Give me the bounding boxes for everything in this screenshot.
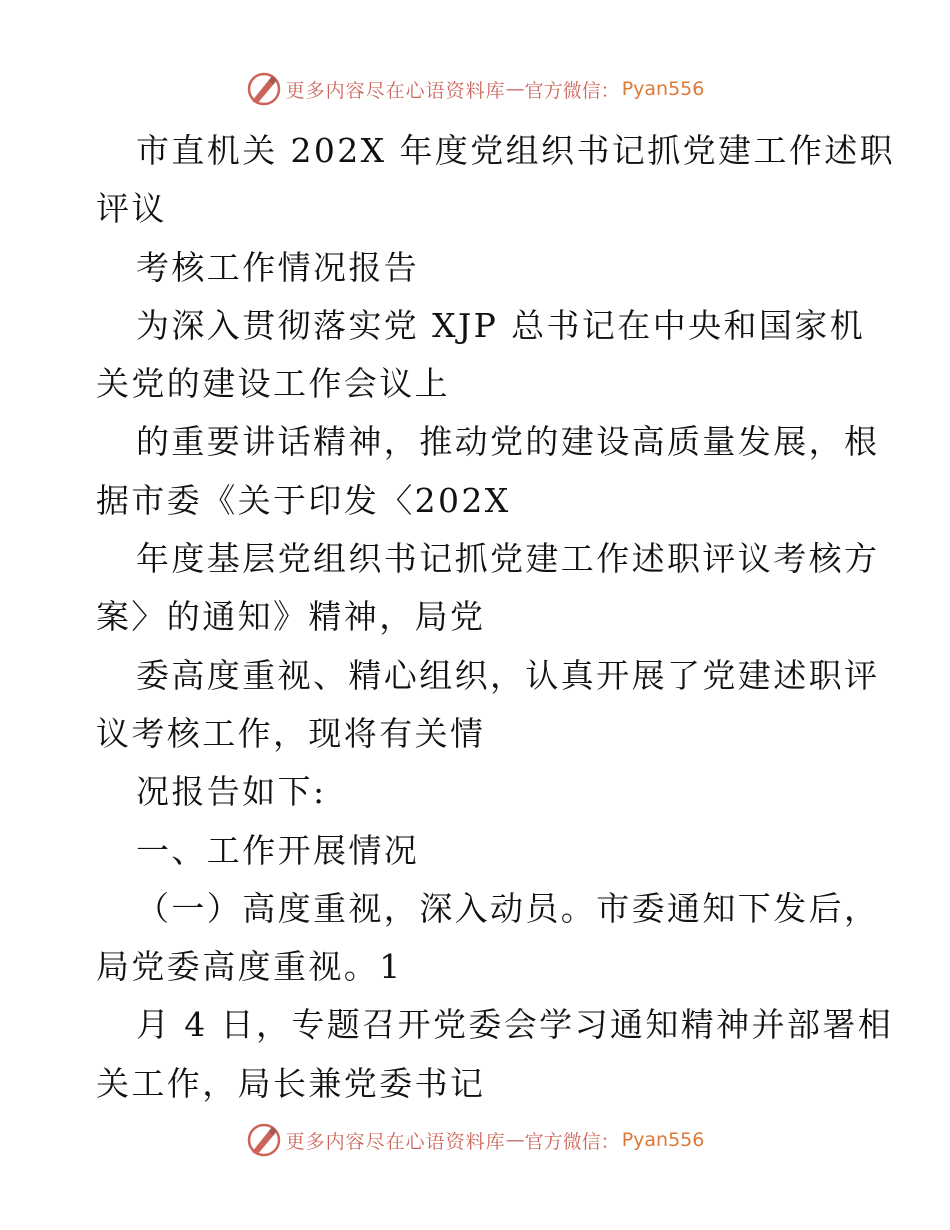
title-line-1: 市直机关 202X 年度党组织书记抓党建工作述职	[136, 131, 896, 170]
paragraph-line: 据市委《关于印发〈202X	[96, 480, 511, 520]
header-watermark	[0, 69, 950, 109]
title-line-2: 评议	[96, 189, 167, 229]
paragraph-line: 的重要讲话精神，推动党的建设高质量发展，根	[136, 422, 880, 462]
watermark-wechat-label: 官方微信：	[524, 1130, 620, 1153]
pen-logo-icon	[246, 1122, 282, 1158]
document-body	[96, 122, 896, 1113]
paragraph-line: 关党的建设工作会议上	[96, 364, 450, 404]
title-line-3: 考核工作情况报告	[136, 247, 420, 287]
paragraph-line: （一）高度重视，深入动员。市委通知下发后，	[136, 888, 880, 928]
paragraph-line: 局党委高度重视。1	[96, 947, 403, 987]
watermark-wechat-label: 官方微信：	[524, 79, 620, 102]
paragraph-line: 关工作，局长兼党委书记	[96, 1063, 486, 1103]
watermark-text: 更多内容尽在心语资料库	[285, 1130, 506, 1153]
watermark-text: 更多内容尽在心语资料库	[285, 79, 506, 102]
paragraph-line: 为深入贯彻落实党 XJP 总书记在中央和国家机	[136, 305, 866, 345]
paragraph-line: 况报告如下:	[136, 772, 327, 812]
watermark-dash: —	[505, 78, 525, 100]
watermark-wechat-id: Pyan556	[621, 78, 705, 100]
footer-watermark	[0, 1120, 950, 1160]
paragraph-line: 委高度重视、精心组织，认真开展了党建述职评	[136, 655, 880, 695]
paragraph-line: 案〉的通知》精神，局党	[96, 597, 486, 637]
paragraph-line: 议考核工作，现将有关情	[96, 713, 486, 753]
section-heading: 一、工作开展情况	[136, 830, 420, 870]
watermark-dash: —	[505, 1129, 525, 1151]
watermark-wechat-id: Pyan556	[621, 1129, 705, 1151]
pen-logo-icon	[246, 71, 282, 107]
paragraph-line: 月 4 日，专题召开党委会学习通知精神并部署相	[136, 1005, 894, 1045]
paragraph-line: 年度基层党组织书记抓党建工作述职评议考核方	[136, 539, 880, 579]
